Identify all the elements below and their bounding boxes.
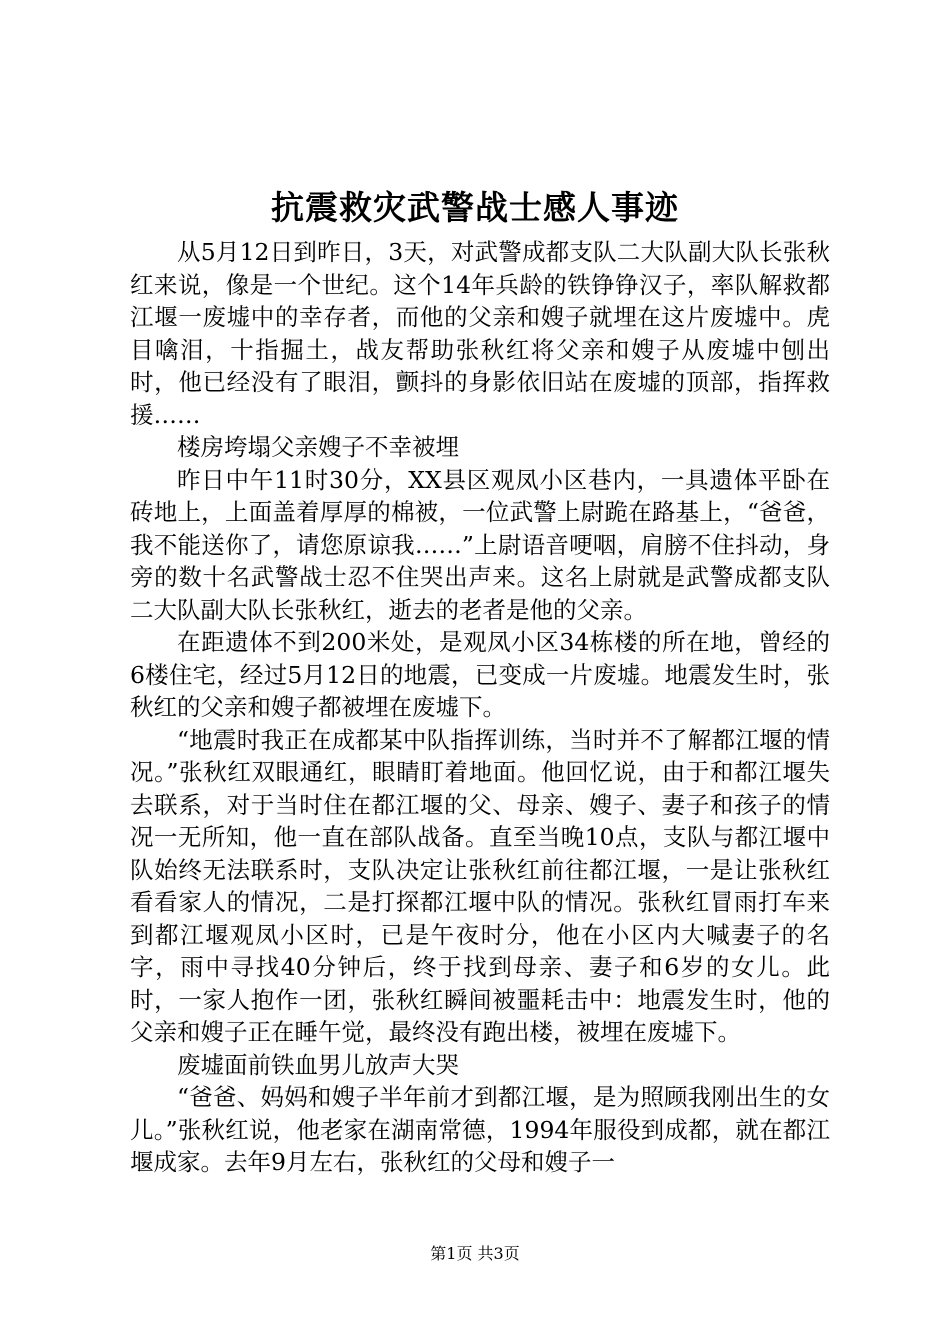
section-heading-collapse: 楼房垮塌父亲嫂子不幸被埋 xyxy=(177,433,459,461)
paragraph-location: 在距遗体不到200米处，是观凤小区34栋楼的所在地，曾经的6楼住宅，经过5月12日的地震，已变成一片废墟。地震发生时，张秋红的父亲和嫂子都被埋在废墟下。 xyxy=(130,628,830,721)
document-body xyxy=(130,236,830,1179)
paragraph-family: “爸爸、妈妈和嫂子半年前才到都江堰，是为照顾我刚出生的女儿。”张秋红说，他老家在湖南常德，1994年服役到成都，就在都江堰成家。去年9月左右，张秋红的父母和嫂子一 xyxy=(130,1083,830,1176)
section-heading-ruins: 废墟面前铁血男儿放声大哭 xyxy=(177,1050,459,1079)
paragraph-scene: 昨日中午11时30分，XX县区观凤小区巷内，一具遗体平卧在砖地上，上面盖着厚厚的棉被，一位武警上尉跪在路基上，“爸爸，我不能送你了，请您原谅我……”上尉语音哽咽，肩膀不住抖动，身旁的数十名武警战士忍不住哭出声来。这名上尉就是武警成都支队二大队副大队长张秋红，逝去的老者是他的父亲。 xyxy=(130,465,830,624)
page-number-footer: 第1页 共3页 xyxy=(430,1244,520,1263)
paragraph-recollection: “地震时我正在成都某中队指挥训练，当时并不了解都江堰的情况。”张秋红双眼通红，眼睛盯着地面。他回忆说，由于和都江堰失去联系，对于当时住在都江堰的父、母亲、嫂子、妻子和孩子的情况一无所知，他一直在部队战备。直至当晚10点，支队与都江堰中队始终无法联系时，支队决定让张秋红前往都江堰，一是让张秋红看看家人的情况，二是打探都江堰中队的情况。张秋红冒雨打车来到都江堰观凤小区时，已是午夜时分，他在小区内大喊妻子的名字，雨中寻找40分钟后，终于找到母亲、妻子和6岁的女儿。此时，一家人抱作一团，张秋红瞬间被噩耗击中：地震发生时，他的父亲和嫂子正在睡午觉，最终没有跑出楼，被埋在废墟下。 xyxy=(130,725,830,1046)
paragraph-intro: 从5月12日到昨日，3天，对武警成都支队二大队副大队长张秋红来说，像是一个世纪。这个14年兵龄的铁铮铮汉子，率队解救都江堰一废墟中的幸存者，而他的父亲和嫂子就埋在这片废墟中。虎目噙泪，十指掘土，战友帮助张秋红将父亲和嫂子从废墟中刨出时，他已经没有了眼泪，颤抖的身影依旧站在废墟的顶部，指挥救援…… xyxy=(130,238,830,429)
document-title: 抗震救灾武警战士感人事迹 xyxy=(271,188,679,227)
